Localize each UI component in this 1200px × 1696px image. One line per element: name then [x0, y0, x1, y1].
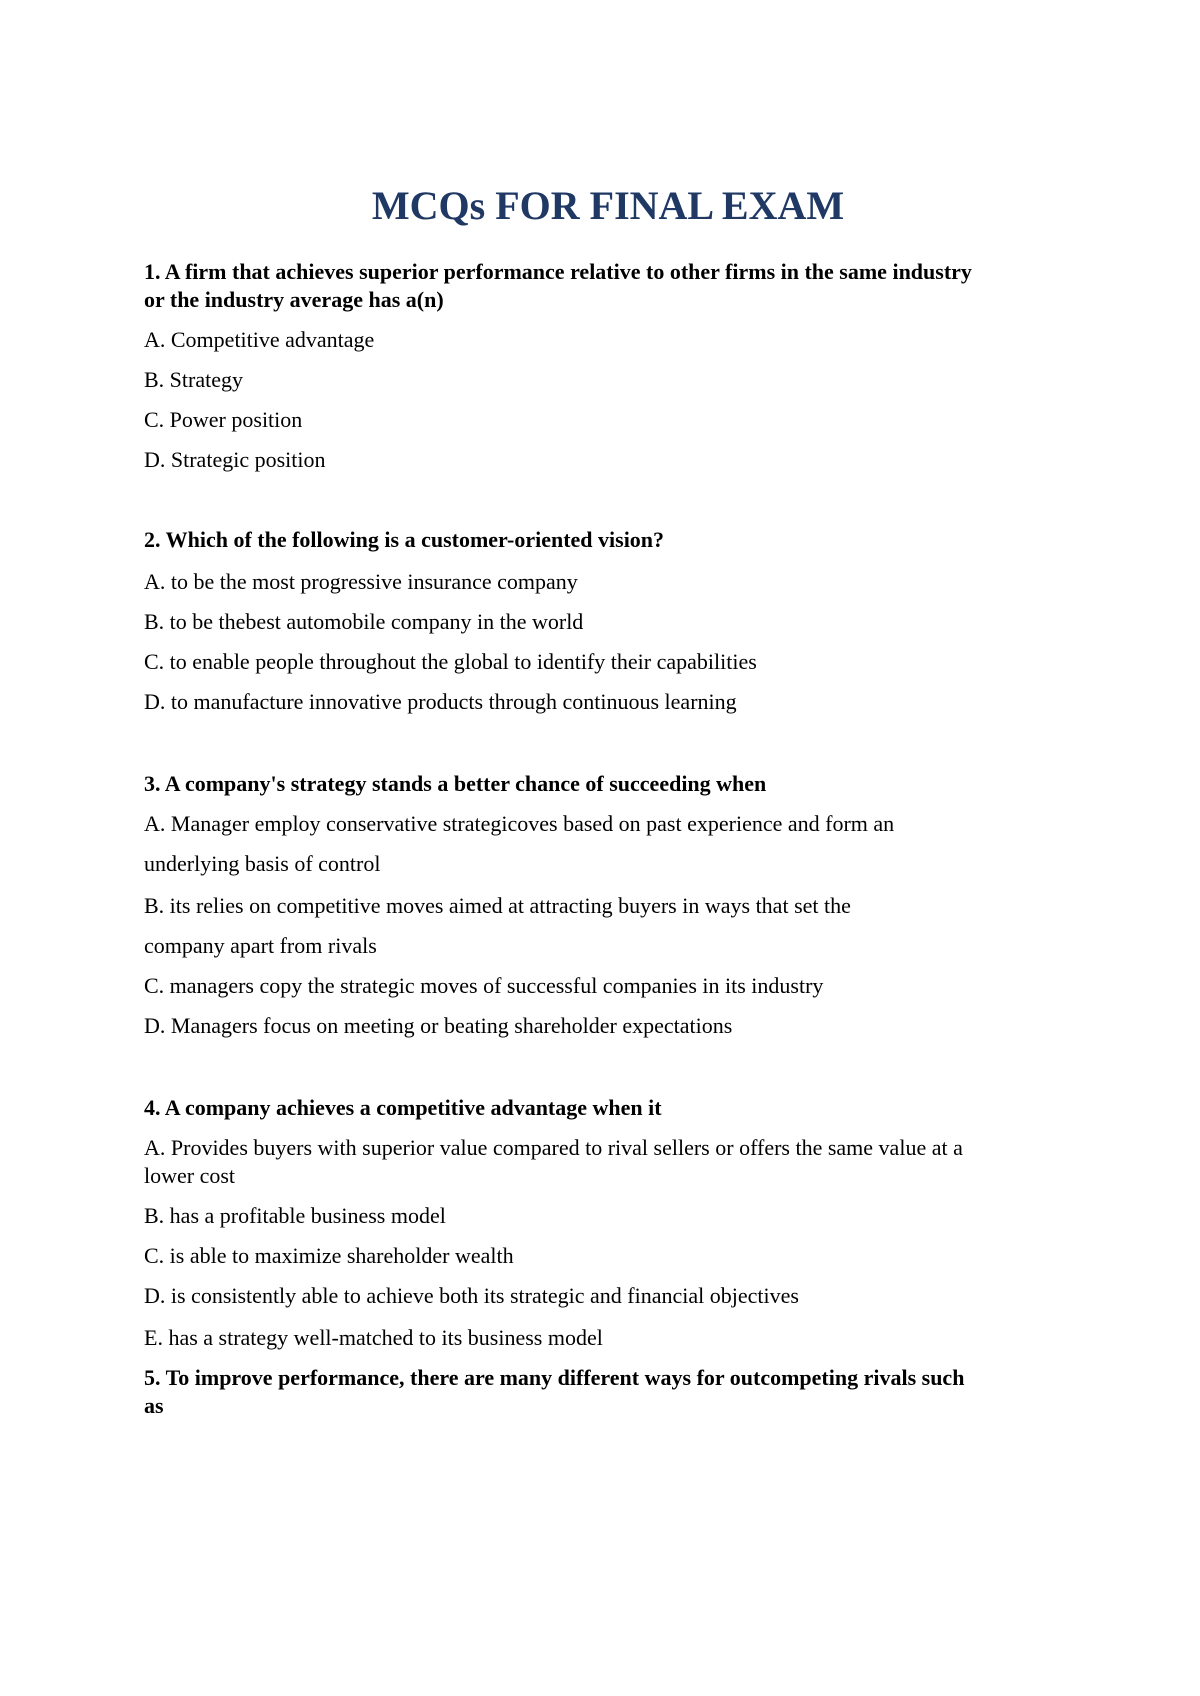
option-text: A. Provides buyers with superior value compared to rival sellers or offers the same value at a [144, 1135, 963, 1160]
option-text: D. Managers focus on meeting or beating shareholder expectations [144, 1013, 733, 1038]
option [144, 608, 1072, 636]
option-text: B. its relies on competitive moves aimed at attracting buyers in ways that set the [144, 893, 851, 918]
option [144, 850, 1072, 878]
question-text: 1. A firm that achieves superior performance relative to other firms in the same industry [144, 259, 972, 284]
option [144, 972, 1072, 1000]
question-2 [144, 526, 1072, 554]
option-text: A. to be the most progressive insurance company [144, 569, 578, 594]
option-text: B. has a profitable business model [144, 1203, 446, 1228]
question-text: or the industry average has a(n) [144, 287, 444, 312]
option-text: D. is consistently able to achieve both its strategic and financial objectives [144, 1283, 799, 1308]
option [144, 810, 1072, 838]
option-text: C. to enable people throughout the global to identify their capabilities [144, 649, 757, 674]
page-title: MCQs FOR FINAL EXAM [371, 183, 845, 228]
question-text: 5. To improve performance, there are many different ways for outcompeting rivals such [144, 1365, 965, 1390]
option [144, 568, 1072, 596]
option-text: C. managers copy the strategic moves of successful companies in its industry [144, 973, 824, 998]
option-text: E. has a strategy well-matched to its business model [144, 1325, 603, 1350]
question-5 [144, 1364, 1072, 1420]
option [144, 892, 1072, 920]
option [144, 932, 1072, 960]
option-text: A. Manager employ conservative strategicoves based on past experience and form an [144, 811, 895, 836]
question-text: as [144, 1393, 164, 1418]
question-text: 4. A company achieves a competitive advantage when it [144, 1095, 662, 1120]
question-text: 2. Which of the following is a customer-oriented vision? [144, 527, 665, 552]
question-4 [144, 1094, 1072, 1122]
option [144, 648, 1072, 676]
option-text: company apart from rivals [144, 933, 377, 958]
option [144, 326, 1072, 354]
option-text: C. Power position [144, 407, 303, 432]
option [144, 1202, 1072, 1230]
option [144, 1012, 1072, 1040]
question-text: 3. A company's strategy stands a better chance of succeeding when [144, 771, 767, 796]
option [144, 688, 1072, 716]
option [144, 1282, 1072, 1310]
question-1 [144, 258, 1072, 314]
option-text: B. to be thebest automobile company in the world [144, 609, 584, 634]
option [144, 1134, 1072, 1190]
option [144, 366, 1072, 394]
option [144, 1242, 1072, 1270]
option-text: lower cost [144, 1163, 236, 1188]
option-text: underlying basis of control [144, 851, 381, 876]
option-text: A. Competitive advantage [144, 327, 375, 352]
question-3 [144, 770, 1072, 798]
option [144, 1324, 1072, 1352]
option-text: B. Strategy [144, 367, 243, 392]
option-text: D. Strategic position [144, 447, 326, 472]
option [144, 446, 1072, 474]
option-text: D. to manufacture innovative products through continuous learning [144, 689, 737, 714]
option-text: C. is able to maximize shareholder wealth [144, 1243, 514, 1268]
option [144, 406, 1072, 434]
